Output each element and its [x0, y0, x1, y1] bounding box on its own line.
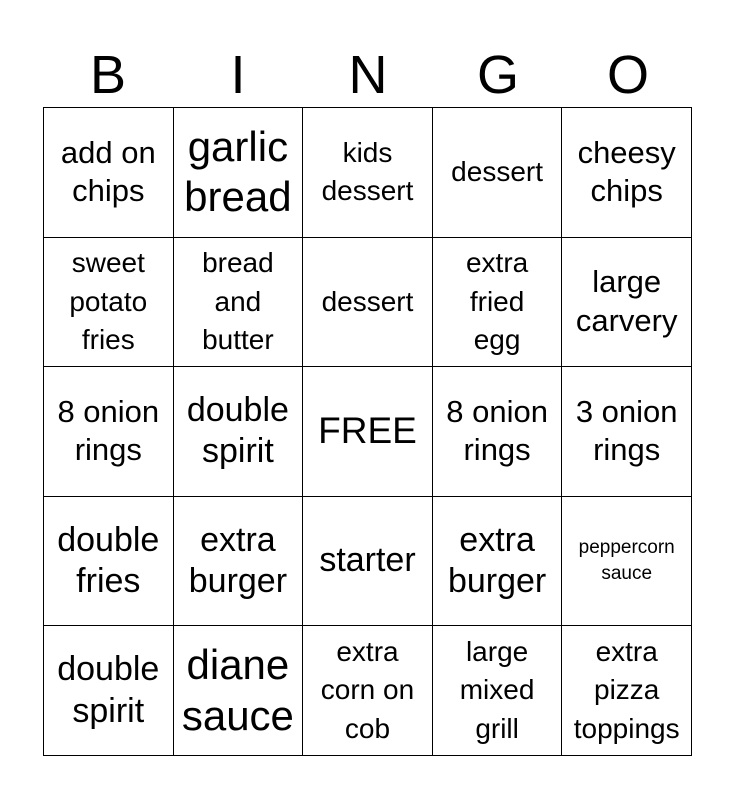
- cell-text: double spirit: [57, 650, 160, 730]
- bingo-cell[interactable]: [44, 238, 174, 368]
- bingo-cell[interactable]: [303, 108, 433, 238]
- cell-text: extra pizza toppings: [573, 635, 680, 744]
- header-letter-g: G: [476, 45, 519, 105]
- cell-text: large mixed grill: [459, 635, 535, 744]
- bingo-header: [43, 44, 693, 106]
- cell-text: bread and butter: [202, 246, 274, 356]
- bingo-cell[interactable]: [303, 497, 433, 627]
- cell-text: sweet potato fries: [69, 246, 148, 356]
- bingo-cell[interactable]: [303, 626, 433, 756]
- cell-text: diane sauce: [181, 641, 294, 739]
- cell-text: 8 onion rings: [57, 393, 160, 468]
- bingo-cell[interactable]: [44, 108, 174, 238]
- cell-text: FREE: [318, 410, 417, 452]
- bingo-cell[interactable]: [433, 626, 563, 756]
- bingo-cell[interactable]: [174, 108, 304, 238]
- bingo-cell[interactable]: [174, 497, 304, 627]
- bingo-cell[interactable]: [303, 238, 433, 368]
- cell-text: extra fried egg: [465, 246, 529, 356]
- bingo-board: [43, 107, 692, 756]
- header-letter-o: O: [606, 45, 649, 105]
- bingo-cell[interactable]: [44, 626, 174, 756]
- cell-text: dessert: [321, 285, 414, 317]
- bingo-cell[interactable]: [433, 238, 563, 368]
- header-letter-b: B: [89, 45, 127, 105]
- cell-text: 3 onion rings: [575, 393, 678, 468]
- cell-text: double fries: [57, 520, 160, 601]
- cell-text: large carvery: [575, 264, 678, 338]
- bingo-cell[interactable]: [174, 238, 304, 368]
- cell-text: extra corn on cob: [320, 635, 415, 744]
- bingo-cell[interactable]: [433, 497, 563, 627]
- cell-text: extra burger: [188, 520, 288, 601]
- bingo-cell[interactable]: [562, 238, 692, 368]
- cell-text: garlic bread: [184, 122, 292, 221]
- bingo-cell[interactable]: [562, 497, 692, 627]
- cell-text: 8 onion rings: [446, 393, 548, 468]
- cell-text: starter: [319, 541, 416, 580]
- bingo-cell[interactable]: [433, 367, 563, 497]
- bingo-cell[interactable]: [174, 367, 304, 497]
- bingo-cell[interactable]: [44, 497, 174, 627]
- cell-text: dessert: [451, 155, 543, 187]
- cell-text: double spirit: [186, 391, 289, 471]
- cell-text: add on chips: [60, 134, 156, 209]
- header-letter-i: I: [230, 45, 246, 105]
- bingo-cell[interactable]: [562, 108, 692, 238]
- header-letter-n: N: [348, 45, 388, 105]
- bingo-cell[interactable]: [433, 108, 563, 238]
- bingo-cell[interactable]: [562, 367, 692, 497]
- free-space[interactable]: [303, 367, 433, 497]
- bingo-cell[interactable]: [562, 626, 692, 756]
- bingo-cell[interactable]: [44, 367, 174, 497]
- cell-text: extra burger: [447, 520, 547, 601]
- cell-text: kids dessert: [321, 136, 414, 207]
- cell-text: cheesy chips: [577, 134, 676, 209]
- cell-text: peppercorn sauce: [578, 536, 675, 585]
- bingo-cell[interactable]: [174, 626, 304, 756]
